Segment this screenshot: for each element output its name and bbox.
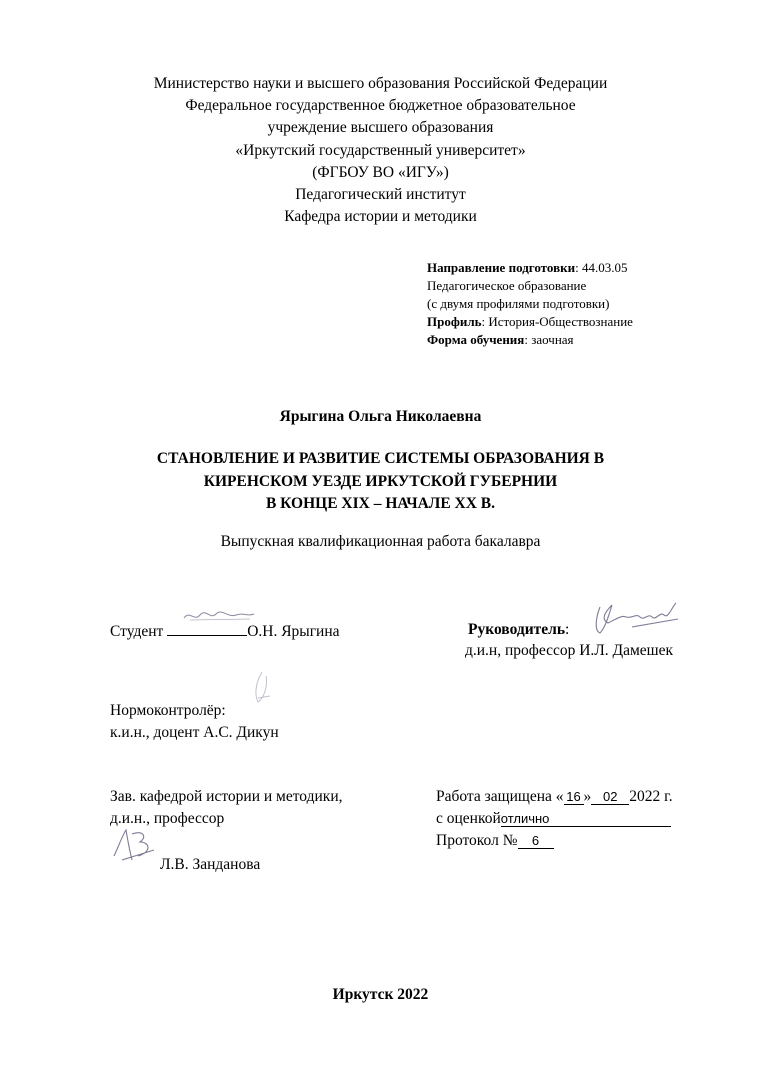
student-signature-image: [180, 606, 260, 626]
header-line: «Иркутский государственный университет»: [235, 141, 526, 159]
profile-line: [427, 313, 633, 331]
protocol-label: Протокол №: [436, 832, 518, 849]
defense-month: 02: [591, 789, 629, 805]
header-line: Кафедра истории и методики: [284, 208, 477, 226]
supervisor-signature-image: [592, 597, 688, 639]
profile-label: Профиль: [427, 314, 482, 329]
head-dept-line-1: Зав. кафедрой истории и методики,: [110, 788, 343, 805]
form-label: Форма обучения: [427, 332, 525, 347]
normcontroller-signature-image: [248, 668, 278, 708]
organization-header: [0, 73, 761, 228]
author-name: Ярыгина Ольга Николаевна: [279, 408, 482, 425]
work-type: Выпускная квалификационная работа бакалавра: [220, 533, 541, 550]
supervisor-line: [468, 621, 569, 639]
defense-line: [436, 788, 673, 806]
normcontroller-details: к.и.н., доцент А.С. Дикун: [110, 724, 279, 741]
header-line: (ФГБОУ ВО «ИГУ»): [312, 163, 449, 181]
direction-line: [427, 259, 633, 277]
title-line: СТАНОВЛЕНИЕ И РАЗВИТИЕ СИСТЕМЫ ОБРАЗОВАНИЯ В: [156, 450, 605, 467]
form-line: [427, 331, 633, 349]
supervisor-colon: :: [565, 621, 570, 638]
header-line: Педагогический институт: [295, 186, 466, 204]
direction-value: : 44.03.05: [575, 260, 628, 275]
study-info-block: [427, 259, 633, 349]
title-line: В КОНЦЕ XIX – НАЧАЛЕ XX В.: [265, 495, 496, 512]
supervisor-details: д.и.н, профессор И.Л. Дамешек: [465, 642, 674, 659]
student-label: Студент: [110, 623, 164, 640]
header-line: Министерство науки и высшего образования Российской Федерации: [153, 75, 608, 92]
grade-value: отлично: [501, 811, 671, 827]
defense-quote-close: »: [583, 788, 592, 805]
city-year: Иркутск 2022: [332, 986, 429, 1003]
title-line: КИРЕНСКОМ УЕЗДЕ ИРКУТСКОЙ ГУБЕРНИИ: [203, 472, 558, 490]
defense-year: 2022 г.: [629, 788, 673, 805]
normcontroller-label: Нормоконтролёр:: [110, 702, 226, 719]
form-value: : заочная: [524, 332, 574, 347]
direction-line-3: (с двумя профилями подготовки): [427, 296, 610, 311]
header-line: Федеральное государственное бюджетное образовательное: [185, 97, 576, 115]
header-line: учреждение высшего образования: [267, 119, 494, 137]
protocol-number: 6: [518, 833, 554, 849]
thesis-title: [0, 448, 761, 516]
student-name: О.Н. Ярыгина: [247, 623, 340, 640]
supervisor-label: Руководитель: [468, 621, 566, 638]
protocol-line: [436, 832, 554, 850]
head-dept-name: Л.В. Занданова: [160, 856, 261, 873]
direction-line-2: Педагогическое образование: [427, 278, 587, 293]
grade-label: с оценкой: [436, 810, 501, 827]
head-dept-line-2: д.и.н., профессор: [110, 810, 225, 827]
profile-value: : История-Обществознание: [481, 314, 633, 329]
head-dept-signature-image: [108, 826, 160, 866]
grade-line: [436, 810, 671, 828]
defense-day: 16: [564, 789, 584, 805]
direction-label: Направление подготовки: [427, 260, 576, 275]
defense-label: Работа защищена «: [436, 788, 564, 805]
